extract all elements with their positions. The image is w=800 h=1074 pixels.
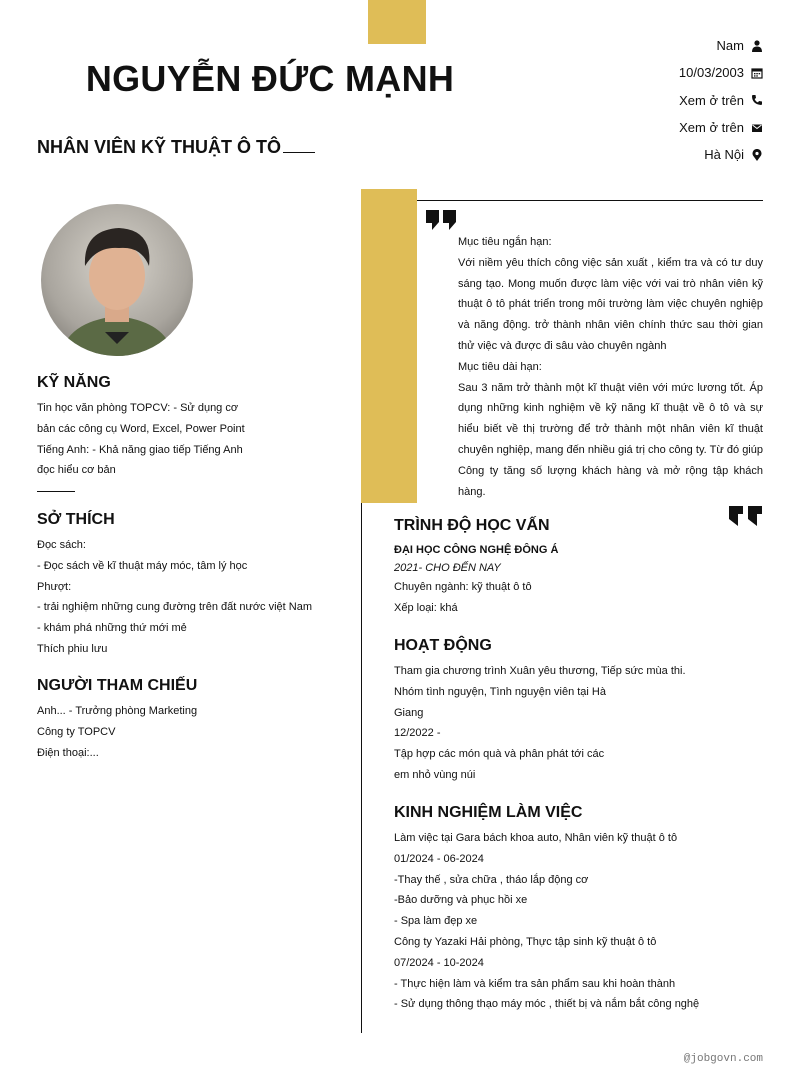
hobby-line: Thích phiu lưu [37,642,108,655]
accent-block-top [368,0,426,44]
section-title: NGƯỜI THAM CHIẾU [37,677,198,694]
skill-line: Tiếng Anh: - Khả năng giao tiếp Tiếng Anh [37,443,243,456]
skill-line: bản các công cụ Word, Excel, Power Point [37,422,245,435]
candidate-name: NGUYỄN ĐỨC MẠNH [85,58,455,99]
contact-phone [679,87,763,114]
footer-watermark: @jobgovn.com [683,1053,763,1065]
job-title [37,137,315,158]
contact-location [679,141,763,168]
experience-line: - Spa làm đẹp xe [394,915,478,928]
objective-short-label: Mục tiêu ngắn hạn: [458,236,552,248]
hobbies-section [37,511,357,660]
objective-long-label: Mục tiêu dài hạn: [458,360,542,373]
hobby-line: Phượt: [37,580,72,593]
contact-gender [679,32,763,59]
reference-line: Anh... - Trưởng phòng Marketing [37,705,198,717]
column-divider [361,503,362,1033]
skills-section [37,374,337,504]
section-title: KINH NGHIỆM LÀM VIỆC [394,804,583,821]
experience-line: 01/2024 - 06-2024 [394,852,484,865]
study-period: 2021- CHO ĐẾN NAY [394,562,501,574]
section-title: KỸ NĂNG [37,374,111,391]
skill-line: đọc hiểu cơ bản [37,464,116,477]
activity-line: Tham gia chương trình Xuân yêu thương, Tiếp sức mùa thi. [394,665,686,677]
activity-line: Tập hợp các món quà và phân phát tới các [394,748,605,761]
activity-line: Nhóm tình nguyện, Tình nguyện viên tại Hà [394,685,606,698]
experience-line: - Sử dụng thông thạo máy móc , thiết bị và nắm bắt công nghệ [394,998,700,1011]
reference-line: Điện thoại:... [37,746,99,759]
experience-line: -Thay thế , sửa chữa , tháo lắp động cơ [394,873,589,886]
contact-email [679,114,763,141]
experience-line: -Bảo dưỡng và phục hồi xe [394,894,528,907]
person-icon [751,40,763,52]
experience-line: 07/2024 - 10-2024 [394,956,484,969]
contact-value: 10/03/2003 [678,65,744,81]
section-title: HOẠT ĐỘNG [394,637,492,654]
experience-line: - Thực hiện làm và kiểm tra sản phẩm sau khi hoàn thành [394,977,676,990]
contact-value: Xem ở trên [679,120,744,136]
experience-line: Làm việc tại Gara bách khoa auto, Nhân viên kỹ thuật ô tô [394,832,678,844]
activities-section [394,637,764,786]
career-objective [458,232,763,502]
education-line: Xếp loại: khá [394,601,458,614]
phone-icon [751,94,763,106]
hobby-line: - trải nghiệm những cung đường trên đất nước việt Nam [37,601,312,614]
contact-value: Xem ở trên [679,92,744,108]
school-name: ĐẠI HỌC CÔNG NGHỆ ĐÔNG Á [394,544,559,556]
skill-line: Tin học văn phòng TOPCV: - Sử dụng cơ [37,402,239,414]
reference-line: Công ty TOPCV [37,725,116,738]
divider-line [417,200,763,201]
education-line: Chuyên ngành: kỹ thuật ô tô [394,581,532,593]
experience-section [394,804,764,1015]
education-section [394,517,764,619]
job-title-text: NHÂN VIÊN KỸ THUẬT Ô TÔ [37,137,282,157]
location-icon [751,149,763,161]
hobby-line: - khám phá những thứ mới mẻ [37,622,187,635]
contact-value: Nam [716,38,744,54]
section-divider [37,491,75,492]
objective-long-text: Sau 3 năm trở thành một kĩ thuật viên với mức lương tốt. Áp dụng những kinh nghiệm về kỹ năng kĩ thuật về ô tô và sự hiểu biết về thị trường để trở thành một nhân viên kĩ thuật chuyên nghiệp, mang đến nhiều giá trị cho công ty. Từ đó giúp Công ty tăng số lượng khách hàng và mở rộng tập khách hàng. [458,381,763,498]
title-underline [283,139,315,153]
contact-birthday [679,59,763,86]
hobby-line: Đọc sách: [37,539,86,551]
experience-line: Công ty Yazaki Hải phòng, Thực tập sinh kỹ thuật ô tô [394,935,657,948]
hobby-line: - Đọc sách về kĩ thuật máy móc, tâm lý học [37,559,248,572]
section-title: TRÌNH ĐỘ HỌC VẤN [394,517,550,534]
objective-short-text: Với niềm yêu thích công việc sản xuất , kiểm tra và có tư duy sáng tạo. Mong muốn được làm việc với vai trò nhân viên kỹ thuật ô tô phát triển trong môi trường làm việc chuyên nghiệp và năng động. trở thành nhân viên chính thức sau thời gian thử việc và được đi sâu vào chuyên ngành [458,256,763,352]
quote-open-icon [426,210,458,232]
activity-line: 12/2022 - [394,727,441,740]
section-title: SỞ THÍCH [37,511,115,528]
profile-photo [41,204,193,356]
calendar-icon [751,67,763,79]
accent-block-objective [361,189,417,503]
activity-line: Giang [394,706,424,719]
contact-value: Hà Nội [704,147,744,163]
email-icon [751,122,763,134]
activity-line: em nhỏ vùng núi [394,768,476,781]
contact-info [679,32,763,168]
references-section [37,677,337,763]
